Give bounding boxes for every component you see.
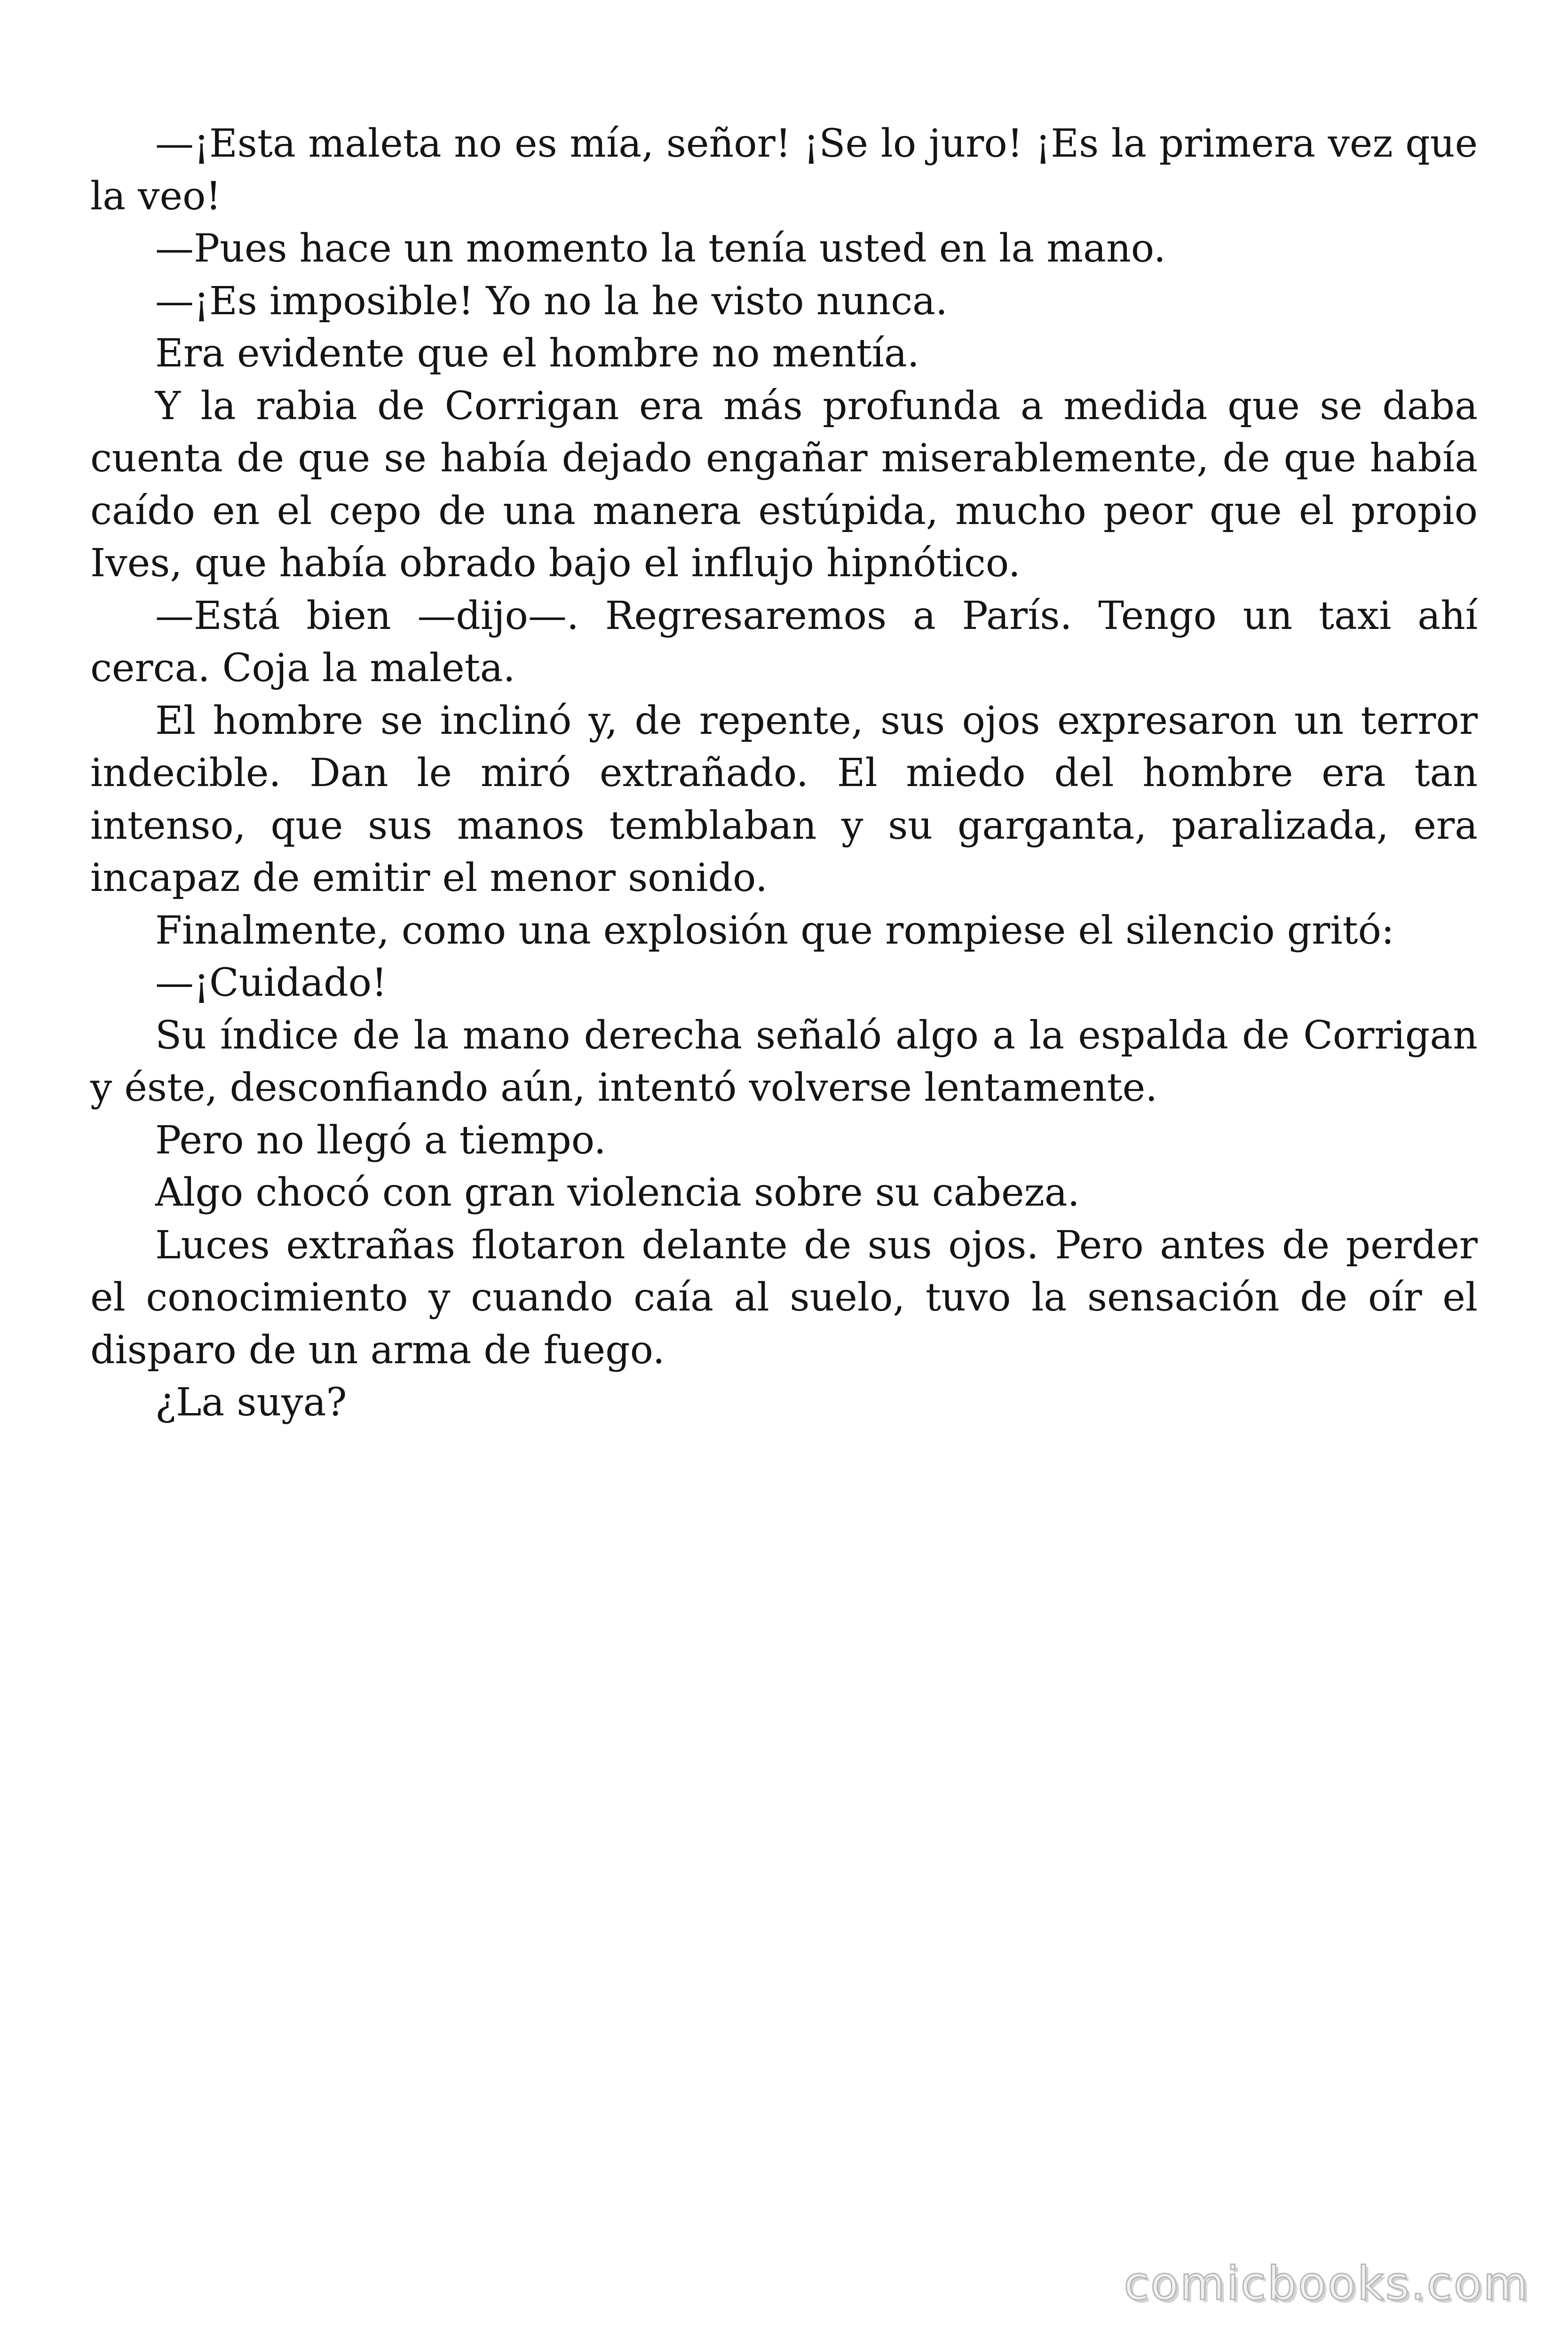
paragraph: ¿La suya? [155, 1380, 347, 1425]
paragraph: Su índice de la mano derecha señaló algo a la espalda de Corrigan y éste, desconfiando aún, intentó volverse lentamente. [90, 1013, 1478, 1110]
paragraph: El hombre se inclinó y, de repente, sus ojos expresaron un terror indecible. Dan le miró extrañado. El miedo del hombre era tan intenso, que sus manos temblaban y su garganta, paralizada, era incapaz de emitir el menor sonido. [90, 698, 1478, 900]
paragraph: Finalmente, como una explosión que rompiese el silencio gritó: [155, 908, 1394, 953]
paragraph: Era evidente que el hombre no mentía. [155, 331, 919, 376]
paragraph: Luces extrañas flotaron delante de sus ojos. Pero antes de perder el conocimiento y cuando caía al suelo, tuvo la sensación de oír el disparo de un arma de fuego. [90, 1223, 1478, 1373]
paragraph: Y la rabia de Corrigan era más profunda a medida que se daba cuenta de que se había dejado engañar miserablemente, de que había caído en el cepo de una manera estúpida, mucho peor que el propio Ives, que había obrado bajo el influjo hipnótico. [90, 383, 1478, 586]
watermark: comicbooks.com [1124, 2257, 1529, 2311]
paragraph: —Está bien —dijo—. Regresaremos a París. Tengo un taxi ahí cerca. Coja la maleta. [90, 593, 1478, 691]
page-text [90, 118, 1478, 1429]
paragraph: —¡Es imposible! Yo no la he visto nunca. [155, 278, 948, 324]
paragraph: Pero no llegó a tiempo. [155, 1118, 606, 1163]
paragraph: —Pues hace un momento la tenía usted en la mano. [155, 226, 1166, 271]
paragraph: —¡Cuidado! [155, 961, 387, 1005]
paragraph: —¡Esta maleta no es mía, señor! ¡Se lo juro! ¡Es la primera vez que la veo! [90, 121, 1478, 219]
paragraph: Algo chocó con gran violencia sobre su cabeza. [155, 1170, 1080, 1215]
